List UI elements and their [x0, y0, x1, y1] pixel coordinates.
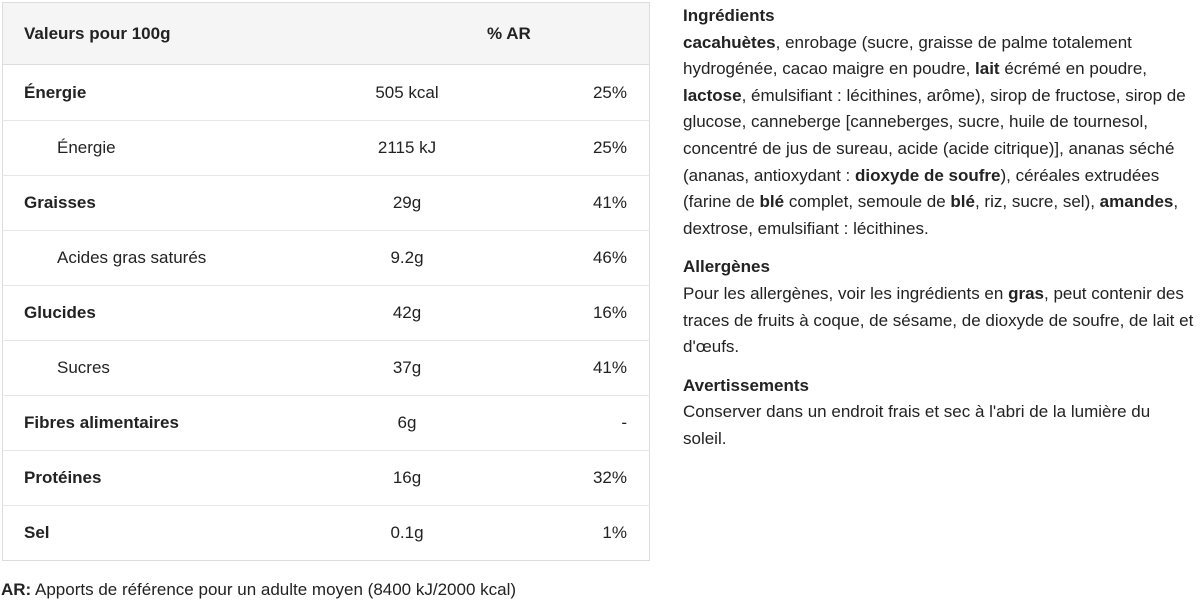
warnings-text: Conserver dans un endroit frais et sec à l'abri de la lumière du soleil. [683, 402, 1151, 448]
header-value [327, 3, 487, 65]
nutrient-reference-intake: 46% [487, 231, 650, 286]
highlighted-allergen: cacahuètes [683, 32, 776, 52]
table-row [3, 451, 650, 506]
allergens-title: Allergènes [683, 257, 770, 277]
highlighted-allergen: blé [759, 192, 785, 212]
table-row [3, 231, 650, 286]
nutrition-table [2, 2, 650, 561]
text-segment: Pour les allergènes, voir les ingrédients en [683, 283, 1009, 303]
nutrient-reference-intake: 41% [487, 176, 650, 231]
nutrient-name: Glucides [3, 286, 328, 341]
nutrient-name: Sucres [3, 341, 328, 396]
highlighted-allergen: lait [975, 59, 1000, 79]
highlighted-allergen: gras [1008, 283, 1044, 303]
text-segment: , dextrose, emulsifiant : lécithines. [683, 192, 1179, 238]
text-segment: , riz, sucre, sel), [974, 192, 1100, 212]
nutrient-reference-intake: 25% [592, 82, 627, 102]
text-segment: ), céréales extrudées (farine de [683, 165, 1160, 212]
nutrient-reference-intake: 25% [487, 121, 650, 176]
nutrient-value: 16g [327, 451, 487, 506]
ingredients-title: Ingrédients [683, 6, 775, 25]
nutrient-name: Protéines [3, 451, 328, 506]
product-info [683, 3, 1195, 465]
nutrient-value: 2115 kJ [327, 121, 487, 176]
nutrient-value: 29g [327, 176, 487, 231]
table-row [3, 341, 650, 396]
table-row [3, 286, 650, 341]
highlighted-allergen: lactose [683, 85, 742, 105]
nutrition-header-row [3, 3, 650, 65]
nutrient-name: Énergie [24, 82, 87, 102]
nutrient-reference-intake: - [487, 396, 650, 451]
allergens-text [683, 281, 1195, 361]
table-row [3, 121, 650, 176]
table-row [3, 396, 650, 451]
warnings-title: Avertissements [683, 375, 809, 395]
text-segment: complet, semoule de [784, 192, 951, 212]
table-row [3, 65, 650, 121]
highlighted-allergen: dioxyde de soufre [855, 165, 1001, 185]
text-segment: , peut contenir des traces de fruits à coque, de sésame, de dioxyde de soufre, de lait et d'œufs. [683, 283, 1194, 357]
text-segment: écrémé en poudre, [999, 59, 1148, 79]
reference-intake-footnote [1, 580, 516, 600]
header-nutrient: Valeurs pour 100g [3, 3, 328, 65]
header-reference-intake: % AR [487, 3, 650, 65]
nutrient-reference-intake: 32% [487, 451, 650, 506]
nutrient-value: 0.1g [327, 506, 487, 561]
nutrient-value: 37g [327, 341, 487, 396]
nutrient-value: 9.2g [327, 231, 487, 286]
highlighted-allergen: amandes [1099, 192, 1174, 212]
footnote-label: AR: [1, 580, 32, 599]
nutrient-value: 42g [327, 286, 487, 341]
table-row [3, 506, 650, 561]
nutrient-name: Fibres alimentaires [3, 396, 328, 451]
nutrient-value: 505 kcal [375, 82, 439, 102]
footnote-text: Apports de référence pour un adulte moyen (8400 kJ/2000 kcal) [31, 580, 517, 599]
nutrient-name: Sel [3, 506, 328, 561]
nutrient-reference-intake: 16% [487, 286, 650, 341]
nutrient-reference-intake: 1% [487, 506, 650, 561]
highlighted-allergen: blé [950, 192, 975, 212]
text-segment: , enrobage (sucre, graisse de palme totalement hydrogénée, cacao maigre en poudre, [683, 32, 1132, 79]
nutrient-reference-intake: 41% [487, 341, 650, 396]
text-segment: , émulsifiant : lécithines, arôme), sirop de fructose, sirop de glucose, canneberge [canneberges, sucre, huile de tournesol, concentré de jus de sureau, acide (acide citrique)], ananas séché (ananas, antioxydant : [683, 85, 1186, 185]
nutrient-value: 6g [327, 396, 487, 451]
nutrient-name: Énergie [3, 121, 328, 176]
nutrition-rows [3, 65, 650, 561]
table-row [3, 176, 650, 231]
ingredients-text [683, 30, 1195, 243]
nutrient-name: Acides gras saturés [3, 231, 328, 286]
nutrient-name: Graisses [3, 176, 328, 231]
